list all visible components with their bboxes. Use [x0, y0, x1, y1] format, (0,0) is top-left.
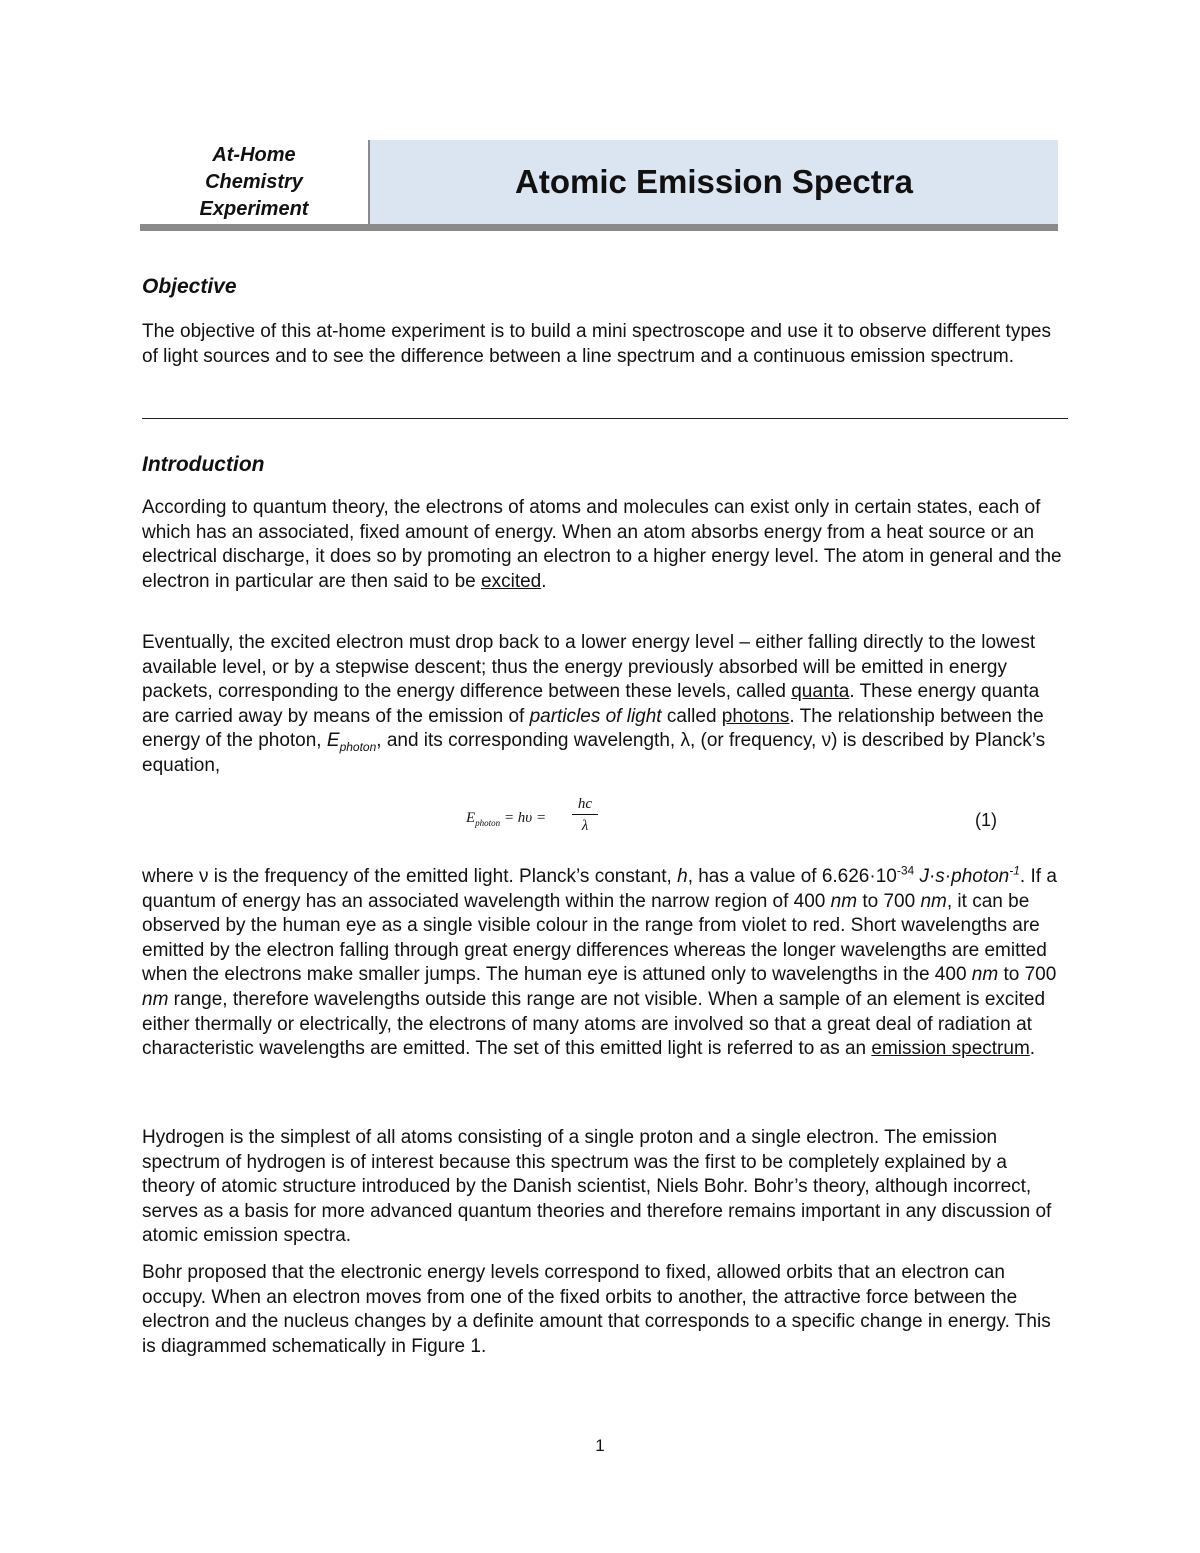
intro-p3-text-d: to 700	[857, 890, 921, 912]
equation-numerator: hc	[572, 794, 598, 815]
objective-heading: Objective	[142, 275, 237, 298]
phrase-particles-of-light: particles of light	[529, 705, 662, 727]
intro-p3-text-e: , it can be observed by the human eye as a single visible colour in the range from violet to red. Short wavelengths are emitted by the electron falling through great energy differences whereas the longer wavelengths are emitted when the electrons make smaller jumps. The human eye is attuned only to wavelengths in the 400	[142, 890, 1047, 986]
intro-p3-text-f: to 700	[998, 964, 1057, 986]
planck-equation	[466, 794, 626, 842]
intro-p2-text-a: Eventually, the excited electron must drop back to a lower energy level – either falling directly to the lowest available level, or by a stepwise descent; thus the energy previously absorbed will be emitted in energy packets, corresponding to the energy difference between these levels, called	[142, 632, 1036, 703]
term-quanta: quanta	[791, 681, 850, 703]
experiment-type-label	[140, 140, 368, 224]
section-divider	[142, 418, 1068, 419]
document-title: Atomic Emission Spectra	[370, 140, 1058, 224]
symbol-e-subscript: photon	[339, 740, 377, 755]
intro-p3-text-c: . If a quantum of energy has an associated wavelength within the narrow region of 400	[142, 866, 1057, 912]
equation-e-subscript: photon	[475, 818, 501, 828]
units-planck	[919, 863, 1020, 887]
intro-paragraph-5: Bohr proposed that the electronic energy levels correspond to fixed, allowed orbits that an electron can occupy. When an electron moves from one of the fixed orbits to another, the attractive force between the electron and the nucleus changes by a definite amount that corresponds to a specific change in energy. This is diagrammed schematically in Figure 1.	[142, 1262, 1051, 1357]
symbol-e: E	[326, 730, 340, 752]
equation-middle: = hυ =	[500, 810, 547, 826]
symbol-h: h	[677, 866, 688, 887]
intro-p2-text-b: . These energy quanta are carried away by means of the emission of	[142, 681, 1040, 727]
equation-number: (1)	[975, 810, 997, 830]
units-text: J·s·photon	[919, 866, 1010, 887]
title-header	[140, 140, 1058, 224]
unit-nm-1: nm	[830, 890, 858, 912]
header-left-line-1: At-Home	[212, 143, 296, 166]
header-left-line-3: Experiment	[199, 197, 309, 220]
intro-paragraph-2	[142, 631, 1062, 779]
header-rule	[140, 224, 1058, 231]
term-excited: excited	[481, 570, 542, 592]
equation-denominator: λ	[581, 818, 589, 834]
intro-p2-text-e: , and its corresponding wavelength, λ, (or frequency, ν) is described by Planck’s equation,	[142, 730, 1046, 776]
unit-nm-3: nm	[971, 964, 999, 986]
units-exponent: -1	[1009, 863, 1020, 878]
unit-nm-4: nm	[142, 988, 169, 1010]
header-left-line-2: Chemistry	[205, 170, 303, 193]
intro-p2-text-d: . The relationship between the energy of the photon,	[142, 705, 1044, 752]
exponent-minus-34: -34	[896, 863, 915, 878]
equation-lhs	[466, 810, 546, 827]
intro-paragraph-4: Hydrogen is the simplest of all atoms consisting of a single proton and a single electron. The emission spectrum of hydrogen is of interest because this spectrum was the first to be completely explained by a theory of atomic structure introduced by the Danish scientist, Niels Bohr. Bohr’s theory, although incorrect, serves as a basis for more advanced quantum theories and therefore remains important in any discussion of atomic emission spectra.	[142, 1127, 1052, 1247]
introduction-heading: Introduction	[142, 453, 265, 476]
term-photons: photons	[721, 705, 790, 727]
unit-nm-2: nm	[920, 890, 947, 912]
intro-p2-text-c: called	[661, 705, 722, 727]
symbol-e-photon	[326, 730, 377, 755]
page-number: 1	[595, 1436, 605, 1455]
intro-p1-text: According to quantum theory, the electrons of atoms and molecules can exist only in certain states, each of which has an associated, fixed amount of energy. When an atom absorbs energy from a heat source or an electrical discharge, it does so by promoting an electron to a higher energy level. The atom in general and the electron in particular are then said to be	[142, 497, 1062, 592]
intro-paragraph-1: According to quantum theory, the electrons of atoms and molecules can exist only in certain states, each of which has an associated, fixed amount of energy. When an atom absorbs energy from a heat source or an electrical discharge, it does so by promoting an electron to a higher energy level. The atom in general and the electron in particular are then said to be excited.	[142, 497, 1062, 592]
intro-p3-text-a: where ν is the frequency of the emitted light. Planck’s constant,	[142, 866, 678, 887]
intro-paragraph-3: where ν is the frequency of the emitted light. Planck’s constant, h, has a value of $6.626\cdot 10^{-34}$ J·s·photon$^{-1}$. If a quantum of energy has an associated wavelength within the narrow region of 400 nm to 700 nm, it can be observed by the human eye as a single visible colour in the range from violet to red. Short wavelengths are emitted by the electron falling through great energy differences whereas the longer wavelengths are emitted when the electrons make smaller jumps. The human eye is attuned only to wavelengths in the 400 nm to 700 nm range, therefore wavelengths outside this range are not visible. When a sample of an element is excited either thermally or electrically, the electrons of many atoms are involved so that a great deal of radiation at characteristic wavelengths are emitted. The set of this emitted light is referred to as an emission spectrum.	[142, 863, 1057, 1060]
equation-e: E	[466, 810, 476, 826]
intro-p3-text-g: range, therefore wavelengths outside this range are not visible. When a sample of an element is excited either thermally or electrically, the electrons of many atoms are involved so that a great deal of radiation at characteristic wavelengths are emitted. The set of this emitted light is referred to as an	[142, 988, 1046, 1060]
objective-paragraph: The objective of this at-home experiment is to build a mini spectroscope and use it to observe different types of light sources and to see the difference between a line spectrum and a continuous emission spectrum.	[142, 321, 1051, 367]
equation-fraction	[572, 794, 598, 837]
intro-p3-text-b: , has a value of 6.626·10	[687, 866, 897, 887]
term-emission-spectrum: emission spectrum	[871, 1038, 1030, 1060]
